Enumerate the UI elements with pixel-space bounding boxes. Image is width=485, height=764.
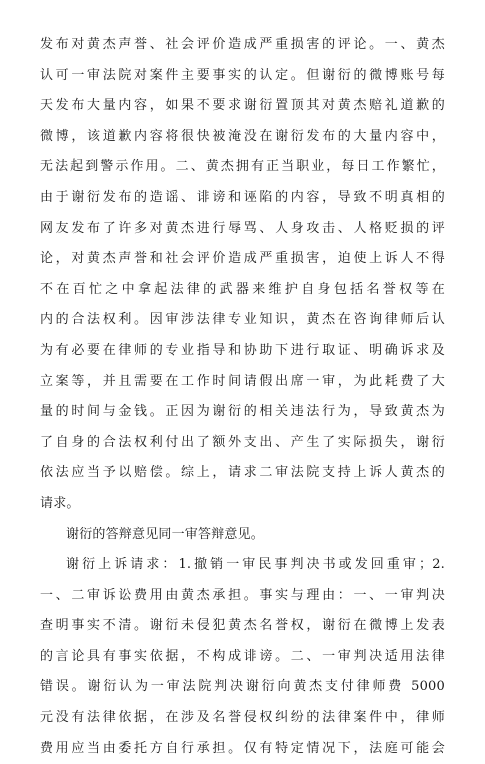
- text-line: 立案等，并且需要在工作时间请假出席一审，为此耗费了大: [40, 373, 445, 389]
- text-line: 元没有法律依据，在涉及名誉侵权纠纷的法律案件中，律师: [40, 710, 445, 726]
- text-line: 的言论具有事实依据，不构成诽谤。二、一审判决适用法律: [40, 648, 445, 664]
- text-line: 请求。: [40, 495, 80, 511]
- document-body: [40, 30, 445, 764]
- text-line: 发布对黄杰声誉、社会评价造成严重损害的评论。一、黄杰: [40, 37, 445, 52]
- text-line: 论，对黄杰声誉和社会评价造成严重损害，迫使上诉人不得: [40, 251, 445, 267]
- paragraph-first-line: 谢衍上诉请求：1.撤销一审民事判决书或发回重审；2.: [66, 557, 445, 573]
- text-line: 依法应当予以赔偿。综上，请求二审法院支持上诉人黄杰的: [40, 465, 445, 481]
- text-line: 网友发布了许多对黄杰进行辱骂、人身攻击、人格贬损的评: [40, 220, 445, 236]
- text-line: 内的合法权利。因审涉法律专业知识，黄杰在咨询律师后认: [40, 312, 445, 328]
- text-line: 费用应当由委托方自行承担。仅有特定情况下，法庭可能会: [40, 740, 445, 756]
- text-line: 查明事实不清。谢衍未侵犯黄杰名誉权，谢衍在微博上发表: [40, 618, 445, 634]
- text-line: 无法起到警示作用。二、黄杰拥有正当职业，每日工作繁忙，: [40, 159, 445, 175]
- text-line: 量的时间与金钱。正因为谢衍的相关违法行为，导致黄杰为: [40, 404, 445, 420]
- text-line: 一、二审诉讼费用由黄杰承担。事实与理由：一、一审判决: [40, 587, 445, 603]
- text-line: 微博，该道歉内容将很快被淹没在谢衍发布的大量内容中，: [40, 128, 445, 144]
- text-line: 错误。谢衍认为一审法院判决谢衍向黄杰支付律师费 5000: [40, 679, 445, 695]
- text-line: 天发布大量内容，如果不要求谢衍置顶其对黄杰赔礼道歉的: [40, 98, 445, 114]
- text-line: 由于谢衍发布的造谣、诽谤和诬陷的内容，导致不明真相的: [40, 189, 445, 205]
- text-line: 为有必要在律师的专业指导和协助下进行取证、明确诉求及: [40, 342, 445, 358]
- text-line: 不在百忙之中拿起法律的武器来维护自身包括名誉权等在: [40, 281, 445, 297]
- paragraph-first-line: 谢衍的答辩意见同一审答辩意见。: [66, 526, 265, 542]
- text-line: 认可一审法院对案件主要事实的认定。但谢衍的微博账号每: [40, 67, 445, 83]
- text-line: 了自身的合法权利付出了额外支出、产生了实际损失，谢衍: [40, 434, 445, 450]
